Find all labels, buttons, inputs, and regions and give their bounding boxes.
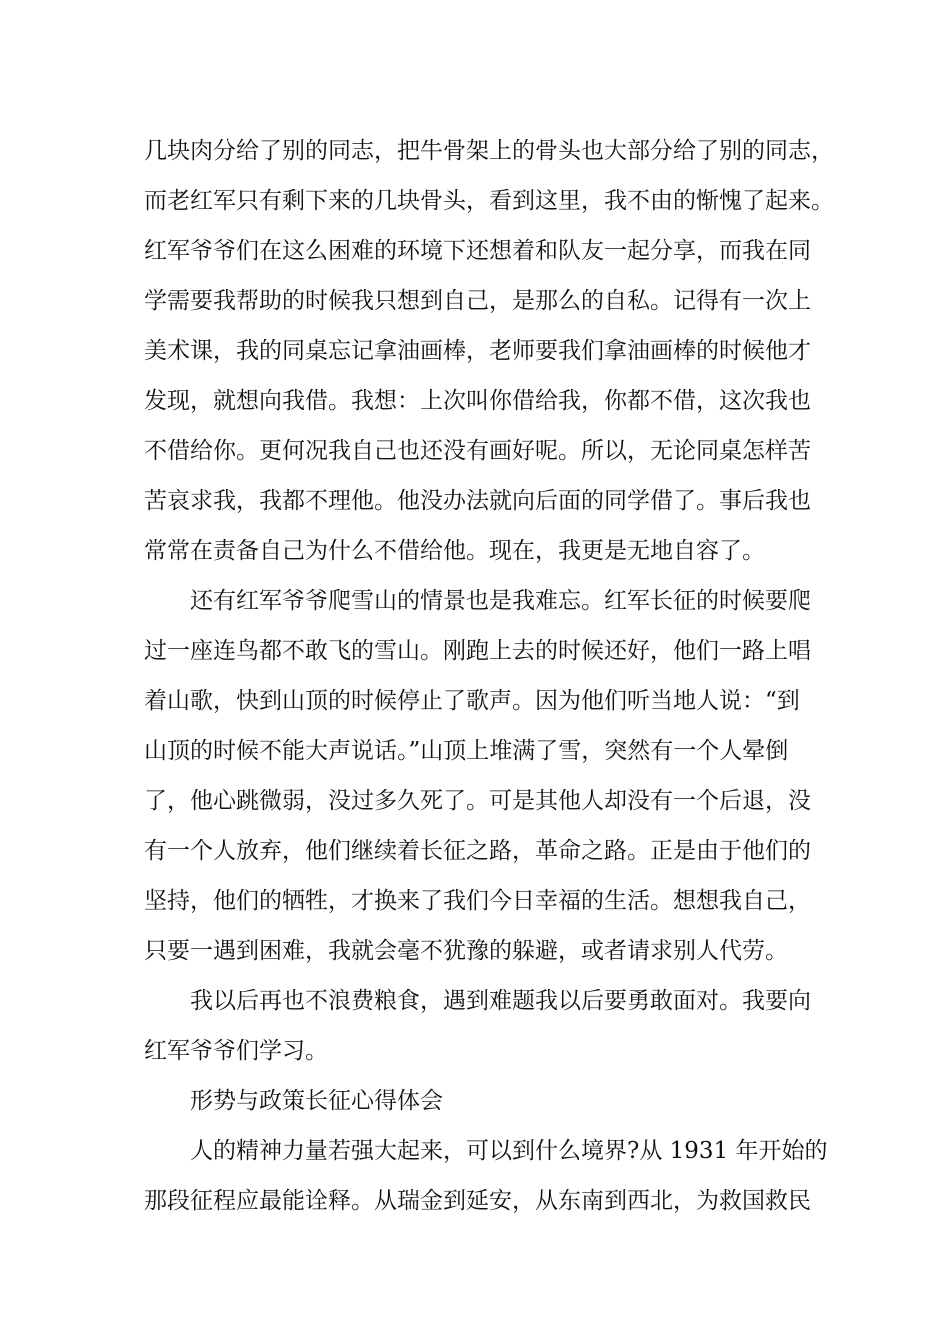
text-line: 山顶的时候不能大声说话。”山顶上堆满了雪，突然有一个人晕倒 [144, 738, 789, 764]
text-line: 美术课，我的同桌忘记拿油画棒，老师要我们拿油画棒的时候他才 [144, 338, 811, 364]
text-line: 红军爷爷们学习。 [144, 1038, 328, 1064]
text-line: 过一座连鸟都不敢飞的雪山。刚跑上去的时候还好，他们一路上唱 [144, 638, 811, 664]
paragraph-start-line: 人的精神力量若强大起来，可以到什么境界?从 1931 年开始的 [190, 1138, 828, 1164]
text-line: 只要一遇到困难，我就会毫不犹豫的躲避，或者请求别人代劳。 [144, 938, 788, 964]
text-line: 苦哀求我，我都不理他。他没办法就向后面的同学借了。事后我也 [144, 488, 811, 514]
paragraph-start-line: 我以后再也不浪费粮食，遇到难题我以后要勇敢面对。我要向 [190, 988, 811, 1014]
text-line: 那段征程应最能诠释。从瑞金到延安，从东南到西北，为救国救民 [144, 1188, 811, 1214]
text-line: 发现，就想向我借。我想：上次叫你借给我，你都不借，这次我也 [144, 388, 811, 414]
text-line: 坚持，他们的牺牲，才换来了我们今日幸福的生活。想想我自己， [144, 888, 811, 914]
document-body [144, 126, 834, 1226]
section-heading: 形势与政策长征心得体会 [190, 1088, 443, 1114]
text-line: 了，他心跳微弱，没过多久死了。可是其他人却没有一个后退，没 [144, 788, 811, 814]
text-line: 而老红军只有剩下来的几块骨头，看到这里，我不由的惭愧了起来。 [144, 188, 834, 214]
text-line: 红军爷爷们在这么困难的环境下还想着和队友一起分享，而我在同 [144, 238, 811, 264]
text-line: 不借给你。更何况我自己也还没有画好呢。所以，无论同桌怎样苦 [144, 438, 811, 464]
paragraph-start-line: 还有红军爷爷爬雪山的情景也是我难忘。红军长征的时候要爬 [190, 588, 811, 614]
text-line: 有一个人放弃，他们继续着长征之路，革命之路。正是由于他们的 [144, 838, 811, 864]
text-line: 几块肉分给了别的同志，把牛骨架上的骨头也大部分给了别的同志， [144, 138, 834, 164]
text-line: 常常在责备自己为什么不借给他。现在，我更是无地自容了。 [144, 538, 765, 564]
text-line: 学需要我帮助的时候我只想到自己，是那么的自私。记得有一次上 [144, 288, 811, 314]
text-line: 着山歌，快到山顶的时候停止了歌声。因为他们听当地人说：“到 [144, 688, 800, 714]
